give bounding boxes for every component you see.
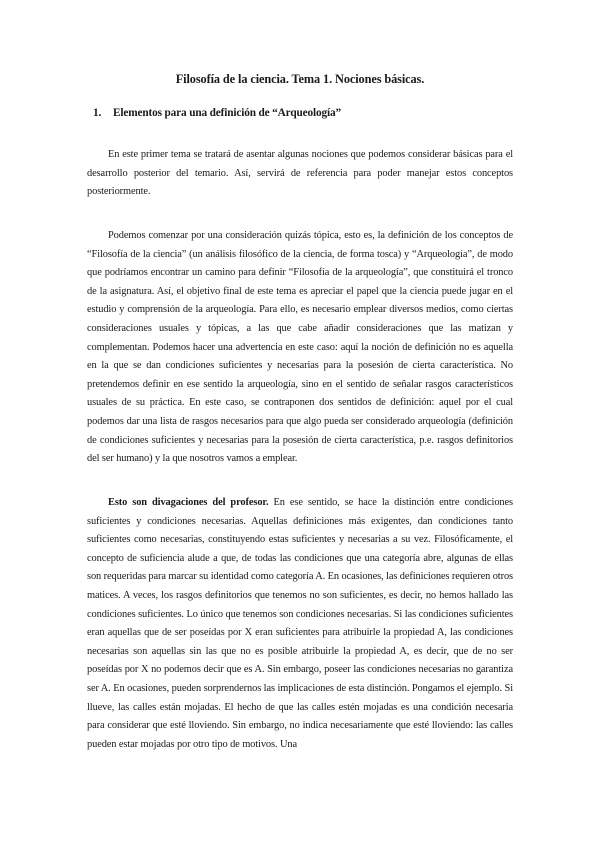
section-heading bbox=[93, 107, 341, 119]
section-heading-text: Elementos para una definición de “Arqueología” bbox=[113, 107, 341, 119]
paragraph-1: En este primer tema se tratará de asentar algunas nociones que podemos considerar básicas para el desarrollo posterior del temario. Así, servirá de referencia para poder manejar estos conceptos posteriormente. bbox=[87, 149, 513, 198]
section-number: 1. bbox=[93, 107, 102, 119]
paragraph-3 bbox=[87, 494, 513, 754]
document-title: Filosofía de la ciencia. Tema 1. Nociones básicas. bbox=[175, 72, 425, 86]
paragraph-2: Podemos comenzar por una consideración quizás tópica, esto es, la definición de los conceptos de “Filosofía de la ciencia” (un análisis filosófico de la ciencia, de forma tosca) y “Arqueología”, de modo que podríamos encontrar un camino para definir “Filosofía de la arqueología”, que constituirá el tronco de la asignatura. Así, el objetivo final de este tema es apreciar el papel que la ciencia puede jugar en el estudio y comprensión de la arqueología. Para ello, es necesario emplear diversos medios, como ciertas consideraciones usuales y tópicas, a las que cabe añadir consideraciones que las matizan y complementan. Podemos hacer una advertencia en este caso: aquí la noción de definición no es aquella en la que se dan condiciones suficientes y necesarias para la posesión de cierta característica. No pretendemos definir en ese sentido la arqueología, sino en el sentido de señalar rasgos característicos usuales de su práctica. En este caso, se contraponen dos sentidos de definición: aquel por el cual podemos dar una lista de rasgos necesarios para que algo pueda ser considerado arqueología (definición de condiciones suficientes y necesarias para la posesión de cierta característica, p.e. rasgos definitorios del ser humano) y la que nosotros vamos a emplear. bbox=[87, 230, 513, 465]
paragraph-3-lead: Esto son divagaciones del profesor. bbox=[108, 497, 269, 508]
paragraph-3-text: En ese sentido, se hace la distinción entre condiciones suficientes y condiciones necesarias. Aquellas definiciones más exigentes, dan condiciones tanto suficientes como necesarias, constituyendo estas suficientes y necesarias a su vez. Filosóficamente, el concepto de suficiencia alude a que, de todas las condiciones que una categoría abre, algunas de ellas son requeridas para marcar su identidad como categoría A. En ocasiones, las definiciones requieren otros matices. A veces, los rasgos definitorios que tenemos no son suficientes, es decir, no hemos hallado las condiciones suficientes. Lo único que tenemos son condiciones necesarias. Si las condiciones suficientes eran aquellas que de ser poseídas por X eran suficientes para atribuirle la propiedad A, las condiciones necesarias son aquellas sin las que no es posible atribuirle la propiedad A, es decir, que de no ser poseídas por X no podemos decir que es A. Sin embargo, poseer las condiciones necesarias no garantiza ser A. En ocasiones, pueden sorprendernos las implicaciones de esta distinción. Pongamos el ejemplo. Si llueve, las calles están mojadas. El hecho de que las calles estén mojadas es una condición necesaria para considerar que esté lloviendo. Sin embargo, no indica necesariamente que esté lloviendo: las calles pueden estar mojadas por otro tipo de motivos. Una bbox=[87, 497, 513, 750]
